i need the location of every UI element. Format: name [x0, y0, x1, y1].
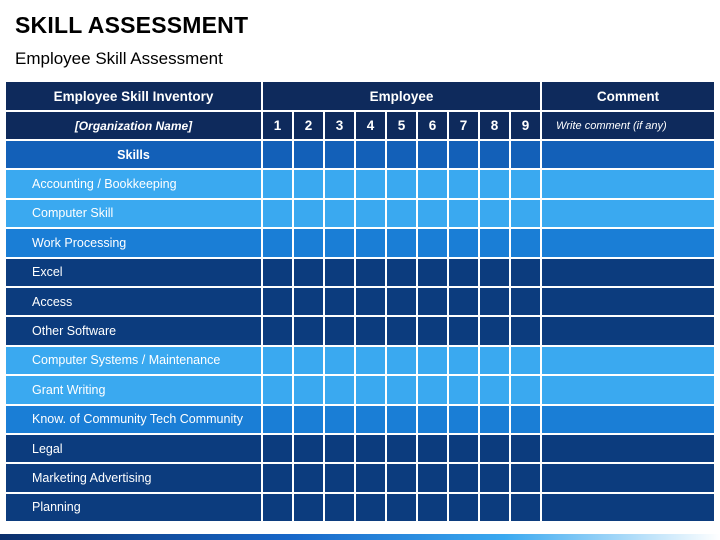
rating-cell[interactable] — [480, 200, 509, 227]
rating-cell[interactable] — [511, 288, 540, 315]
rating-cell[interactable] — [387, 141, 416, 168]
page-title: SKILL ASSESSMENT — [15, 12, 249, 38]
skill-label: Computer Systems / Maintenance — [6, 347, 261, 374]
rating-cell[interactable] — [387, 259, 416, 286]
rating-cell[interactable] — [449, 464, 478, 491]
rating-cell[interactable] — [449, 376, 478, 403]
rating-cell[interactable] — [356, 141, 385, 168]
rating-cell[interactable] — [418, 347, 447, 374]
rating-cell[interactable] — [480, 376, 509, 403]
rating-cell[interactable] — [294, 464, 323, 491]
inventory-header: Employee Skill Inventory — [6, 82, 261, 110]
rating-cell[interactable] — [263, 376, 292, 403]
rating-cell[interactable] — [418, 494, 447, 521]
comment-cell[interactable] — [542, 170, 714, 197]
comment-cell[interactable] — [542, 317, 714, 344]
comment-cell[interactable] — [542, 200, 714, 227]
organization-name: [Organization Name] — [6, 112, 261, 139]
rating-cell[interactable] — [263, 494, 292, 521]
rating-cell[interactable] — [511, 406, 540, 433]
rating-cell[interactable] — [356, 170, 385, 197]
rating-cell[interactable] — [294, 200, 323, 227]
employee-number: 2 — [294, 112, 323, 139]
employee-number: 4 — [356, 112, 385, 139]
rating-cell[interactable] — [325, 494, 354, 521]
rating-cell[interactable] — [511, 494, 540, 521]
rating-cell[interactable] — [356, 494, 385, 521]
rating-cell[interactable] — [511, 259, 540, 286]
employee-number: 1 — [263, 112, 292, 139]
rating-cell[interactable] — [418, 200, 447, 227]
rating-cell[interactable] — [387, 288, 416, 315]
rating-cell[interactable] — [418, 259, 447, 286]
rating-cell[interactable] — [511, 229, 540, 256]
rating-cell[interactable] — [480, 170, 509, 197]
comment-cell[interactable] — [542, 141, 714, 168]
rating-cell[interactable] — [356, 288, 385, 315]
rating-cell[interactable] — [418, 464, 447, 491]
skill-label: Other Software — [6, 317, 261, 344]
rating-cell[interactable] — [387, 317, 416, 344]
rating-cell[interactable] — [325, 435, 354, 462]
rating-cell[interactable] — [418, 376, 447, 403]
rating-cell[interactable] — [480, 288, 509, 315]
rating-cell[interactable] — [263, 229, 292, 256]
rating-cell[interactable] — [480, 317, 509, 344]
rating-cell[interactable] — [387, 200, 416, 227]
rating-cell[interactable] — [418, 141, 447, 168]
rating-cell[interactable] — [387, 347, 416, 374]
rating-cell[interactable] — [418, 229, 447, 256]
rating-cell[interactable] — [480, 406, 509, 433]
rating-cell[interactable] — [480, 259, 509, 286]
rating-cell[interactable] — [294, 406, 323, 433]
rating-cell[interactable] — [449, 229, 478, 256]
rating-cell[interactable] — [387, 229, 416, 256]
rating-cell[interactable] — [263, 259, 292, 286]
rating-cell[interactable] — [511, 141, 540, 168]
rating-cell[interactable] — [294, 317, 323, 344]
rating-cell[interactable] — [356, 376, 385, 403]
rating-cell[interactable] — [449, 170, 478, 197]
comment-cell[interactable] — [542, 376, 714, 403]
rating-cell[interactable] — [449, 347, 478, 374]
rating-cell[interactable] — [480, 141, 509, 168]
rating-cell[interactable] — [511, 317, 540, 344]
rating-cell[interactable] — [418, 170, 447, 197]
comment-cell[interactable] — [542, 347, 714, 374]
skills-header: Skills — [6, 141, 261, 168]
employee-number: 9 — [511, 112, 540, 139]
rating-cell[interactable] — [511, 435, 540, 462]
rating-cell[interactable] — [356, 406, 385, 433]
rating-cell[interactable] — [356, 259, 385, 286]
rating-cell[interactable] — [449, 259, 478, 286]
rating-cell[interactable] — [294, 259, 323, 286]
rating-cell[interactable] — [325, 376, 354, 403]
rating-cell[interactable] — [449, 200, 478, 227]
rating-cell[interactable] — [263, 141, 292, 168]
rating-cell[interactable] — [263, 317, 292, 344]
rating-cell[interactable] — [449, 435, 478, 462]
rating-cell[interactable] — [356, 229, 385, 256]
footer-accent-bar — [0, 534, 720, 540]
rating-cell[interactable] — [325, 317, 354, 344]
rating-cell[interactable] — [294, 494, 323, 521]
rating-cell[interactable] — [325, 229, 354, 256]
rating-cell[interactable] — [480, 435, 509, 462]
rating-cell[interactable] — [294, 170, 323, 197]
skill-label: Access — [6, 288, 261, 315]
rating-cell[interactable] — [325, 464, 354, 491]
rating-cell[interactable] — [325, 200, 354, 227]
rating-cell[interactable] — [387, 406, 416, 433]
rating-cell[interactable] — [325, 141, 354, 168]
employee-number: 3 — [325, 112, 354, 139]
rating-cell[interactable] — [480, 464, 509, 491]
rating-cell[interactable] — [294, 141, 323, 168]
rating-cell[interactable] — [356, 200, 385, 227]
rating-cell[interactable] — [294, 288, 323, 315]
rating-cell[interactable] — [356, 347, 385, 374]
rating-cell[interactable] — [449, 317, 478, 344]
rating-cell[interactable] — [511, 347, 540, 374]
rating-cell[interactable] — [263, 464, 292, 491]
rating-cell[interactable] — [511, 376, 540, 403]
comment-cell[interactable] — [542, 229, 714, 256]
rating-cell[interactable] — [449, 406, 478, 433]
rating-cell[interactable] — [511, 464, 540, 491]
rating-cell[interactable] — [294, 229, 323, 256]
rating-cell[interactable] — [449, 494, 478, 521]
rating-cell[interactable] — [418, 288, 447, 315]
comment-header: Comment — [542, 82, 714, 110]
rating-cell[interactable] — [449, 141, 478, 168]
employee-header: Employee — [263, 82, 540, 110]
skill-label: Computer Skill — [6, 200, 261, 227]
rating-cell[interactable] — [325, 259, 354, 286]
employee-number: 6 — [418, 112, 447, 139]
rating-cell[interactable] — [294, 435, 323, 462]
rating-cell[interactable] — [387, 376, 416, 403]
comment-cell[interactable] — [542, 259, 714, 286]
rating-cell[interactable] — [263, 288, 292, 315]
employee-number: 8 — [480, 112, 509, 139]
rating-cell[interactable] — [263, 435, 292, 462]
page-subtitle: Employee Skill Assessment — [15, 49, 223, 68]
skill-label: Marketing Advertising — [6, 464, 261, 491]
rating-cell[interactable] — [294, 376, 323, 403]
rating-cell[interactable] — [418, 435, 447, 462]
rating-cell[interactable] — [480, 229, 509, 256]
employee-number: 5 — [387, 112, 416, 139]
comment-cell[interactable] — [542, 464, 714, 491]
skill-table — [6, 82, 714, 521]
rating-cell[interactable] — [356, 464, 385, 491]
rating-cell[interactable] — [387, 435, 416, 462]
rating-cell[interactable] — [387, 170, 416, 197]
skill-label: Grant Writing — [6, 376, 261, 403]
skill-label: Work Processing — [6, 229, 261, 256]
skill-label: Accounting / Bookkeeping — [6, 170, 261, 197]
skill-label: Planning — [6, 494, 261, 521]
rating-cell[interactable] — [449, 288, 478, 315]
rating-cell[interactable] — [263, 406, 292, 433]
rating-cell[interactable] — [325, 347, 354, 374]
rating-cell[interactable] — [418, 317, 447, 344]
rating-cell[interactable] — [418, 406, 447, 433]
rating-cell[interactable] — [356, 435, 385, 462]
skill-label: Legal — [6, 435, 261, 462]
rating-cell[interactable] — [263, 200, 292, 227]
employee-number: 7 — [449, 112, 478, 139]
rating-cell[interactable] — [325, 406, 354, 433]
rating-cell[interactable] — [511, 170, 540, 197]
skill-label: Excel — [6, 259, 261, 286]
rating-cell[interactable] — [263, 170, 292, 197]
rating-cell[interactable] — [480, 347, 509, 374]
comment-placeholder: Write comment (if any) — [542, 112, 714, 139]
rating-cell[interactable] — [325, 170, 354, 197]
rating-cell[interactable] — [511, 200, 540, 227]
rating-cell[interactable] — [325, 288, 354, 315]
rating-cell[interactable] — [387, 494, 416, 521]
rating-cell[interactable] — [263, 347, 292, 374]
skill-label: Know. of Community Tech Community — [6, 406, 261, 433]
rating-cell[interactable] — [294, 347, 323, 374]
comment-cell[interactable] — [542, 494, 714, 521]
comment-cell[interactable] — [542, 288, 714, 315]
rating-cell[interactable] — [480, 494, 509, 521]
comment-cell[interactable] — [542, 435, 714, 462]
rating-cell[interactable] — [356, 317, 385, 344]
rating-cell[interactable] — [387, 464, 416, 491]
comment-cell[interactable] — [542, 406, 714, 433]
